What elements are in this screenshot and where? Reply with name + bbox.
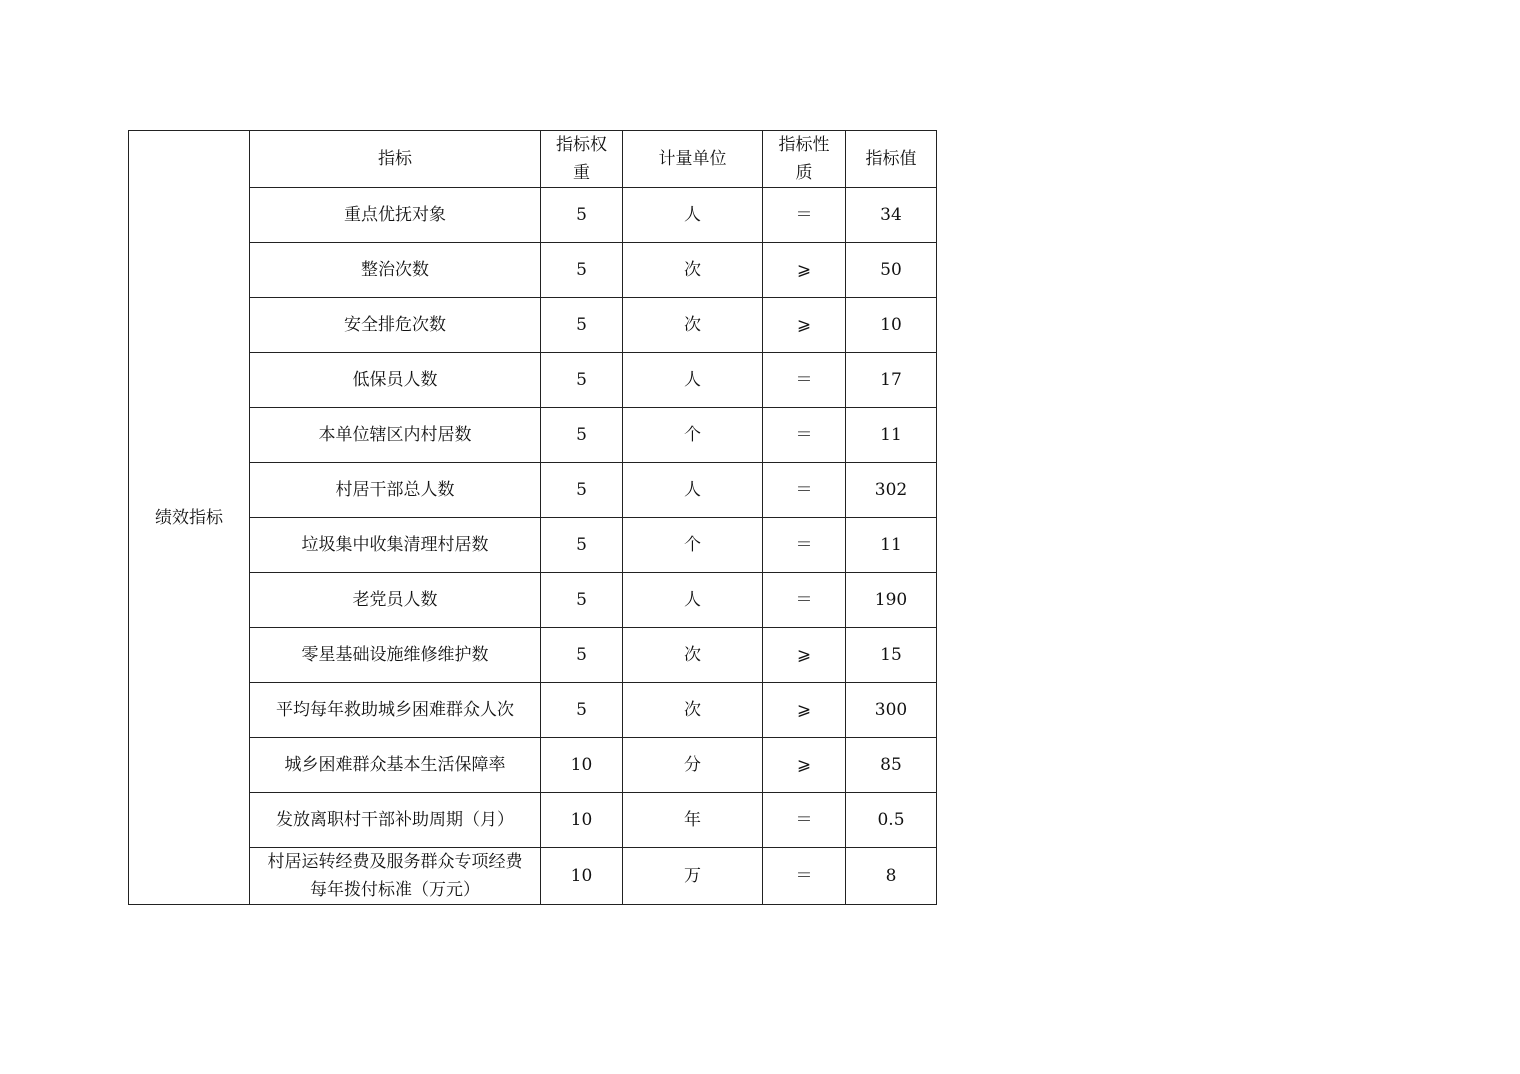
- cell-nature: ⩾: [763, 298, 846, 353]
- cell-nature: ＝: [763, 463, 846, 518]
- cell-nature: ⩾: [763, 628, 846, 683]
- cell-weight: 5: [541, 408, 623, 463]
- cell-value: 10: [846, 298, 937, 353]
- performance-indicator-table: [128, 130, 937, 905]
- cell-indicator: 平均每年救助城乡困难群众人次: [250, 683, 541, 738]
- cell-indicator: 重点优抚对象: [250, 188, 541, 243]
- cell-unit: 次: [623, 243, 763, 298]
- cell-weight: 5: [541, 683, 623, 738]
- cell-indicator: 低保员人数: [250, 353, 541, 408]
- cell-indicator: 整治次数: [250, 243, 541, 298]
- table-row: [129, 848, 937, 905]
- cell-weight: 5: [541, 518, 623, 573]
- table-row: [129, 793, 937, 848]
- cell-weight: 5: [541, 353, 623, 408]
- table-row: [129, 738, 937, 793]
- table-row: [129, 353, 937, 408]
- cell-unit: 个: [623, 408, 763, 463]
- cell-value: 34: [846, 188, 937, 243]
- cell-nature: ⩾: [763, 683, 846, 738]
- header-nature: 指标性 质: [763, 131, 846, 188]
- cell-unit: 万: [623, 848, 763, 905]
- cell-indicator: 村居干部总人数: [250, 463, 541, 518]
- cell-unit: 人: [623, 573, 763, 628]
- cell-value: 0.5: [846, 793, 937, 848]
- table-row: [129, 243, 937, 298]
- cell-value: 302: [846, 463, 937, 518]
- cell-nature: ＝: [763, 353, 846, 408]
- table-row: [129, 518, 937, 573]
- header-row: [129, 131, 937, 188]
- header-unit: 计量单位: [623, 131, 763, 188]
- cell-weight: 10: [541, 793, 623, 848]
- cell-nature: ＝: [763, 518, 846, 573]
- header-weight: 指标权 重: [541, 131, 623, 188]
- cell-weight: 5: [541, 628, 623, 683]
- cell-indicator: 本单位辖区内村居数: [250, 408, 541, 463]
- cell-value: 11: [846, 518, 937, 573]
- header-value: 指标值: [846, 131, 937, 188]
- table-row: [129, 683, 937, 738]
- cell-nature: ＝: [763, 848, 846, 905]
- cell-indicator: 城乡困难群众基本生活保障率: [250, 738, 541, 793]
- cell-nature: ＝: [763, 573, 846, 628]
- table-row: [129, 463, 937, 518]
- cell-nature: ＝: [763, 188, 846, 243]
- cell-value: 300: [846, 683, 937, 738]
- cell-nature: ⩾: [763, 738, 846, 793]
- cell-value: 8: [846, 848, 937, 905]
- cell-value: 15: [846, 628, 937, 683]
- cell-indicator: 发放离职村干部补助周期（月）: [250, 793, 541, 848]
- cell-indicator: 垃圾集中收集清理村居数: [250, 518, 541, 573]
- cell-indicator: 零星基础设施维修维护数: [250, 628, 541, 683]
- cell-weight: 5: [541, 243, 623, 298]
- cell-unit: 年: [623, 793, 763, 848]
- cell-unit: 次: [623, 683, 763, 738]
- table-row: [129, 573, 937, 628]
- table-body: [129, 131, 937, 905]
- cell-indicator: 老党员人数: [250, 573, 541, 628]
- cell-value: 85: [846, 738, 937, 793]
- header-indicator: 指标: [250, 131, 541, 188]
- cell-indicator: 安全排危次数: [250, 298, 541, 353]
- cell-weight: 10: [541, 738, 623, 793]
- cell-nature: ＝: [763, 793, 846, 848]
- table-row: [129, 188, 937, 243]
- cell-unit: 人: [623, 188, 763, 243]
- cell-nature: ＝: [763, 408, 846, 463]
- cell-weight: 10: [541, 848, 623, 905]
- cell-unit: 人: [623, 463, 763, 518]
- cell-value: 50: [846, 243, 937, 298]
- cell-value: 190: [846, 573, 937, 628]
- cell-weight: 5: [541, 298, 623, 353]
- cell-weight: 5: [541, 188, 623, 243]
- table-row: [129, 408, 937, 463]
- cell-indicator: 村居运转经费及服务群众专项经费 每年拨付标准（万元）: [250, 848, 541, 905]
- cell-weight: 5: [541, 573, 623, 628]
- cell-unit: 次: [623, 298, 763, 353]
- cell-value: 11: [846, 408, 937, 463]
- cell-unit: 个: [623, 518, 763, 573]
- cell-unit: 分: [623, 738, 763, 793]
- table-row: [129, 628, 937, 683]
- cell-weight: 5: [541, 463, 623, 518]
- table-row: [129, 298, 937, 353]
- category-cell: 绩效指标: [129, 131, 250, 905]
- cell-nature: ⩾: [763, 243, 846, 298]
- cell-value: 17: [846, 353, 937, 408]
- cell-unit: 人: [623, 353, 763, 408]
- cell-unit: 次: [623, 628, 763, 683]
